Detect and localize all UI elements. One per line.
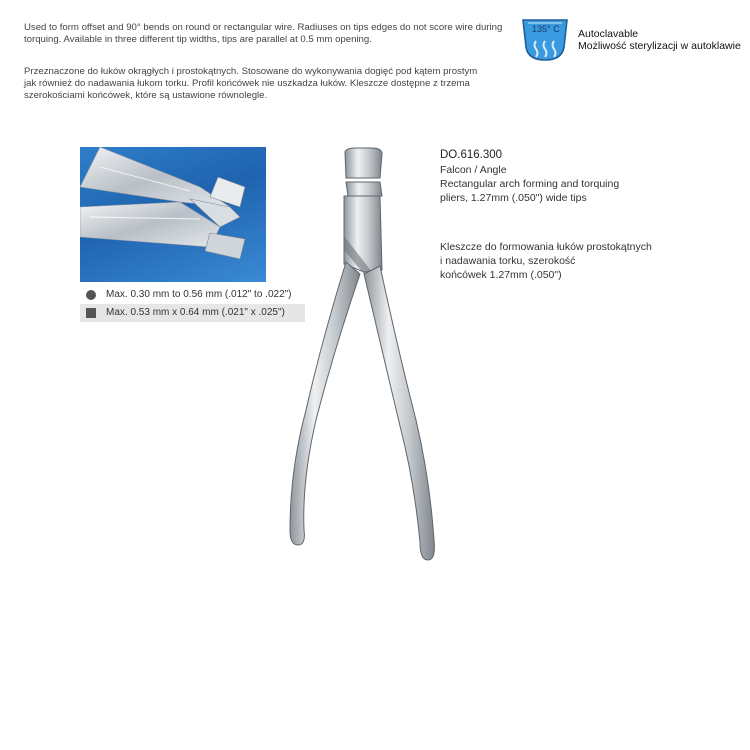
product-code: DO.616.300 [440,149,503,161]
product-name-en-line: Rectangular arch forming and torquing [440,178,620,190]
description-pl-line: jak również do nadawania łukom torku. Profil końcówek nie uszkadza łuków. Kleszcze dostępne z trzema [24,78,470,89]
product-name-en-line: pliers, 1.27mm (.050") wide tips [440,192,587,204]
pliers-image [260,140,460,580]
product-description-pl [440,240,740,282]
product-name-pl-line: Kleszcze do formowania łuków prostokątnych [440,241,652,253]
description-en-line: Used to form offset and 90° bends on round or rectangular wire. Radiuses on tips edges do not score wire during [24,22,503,33]
autoclave-badge [520,17,745,67]
product-name-pl-line: końcówek 1.27mm (.050") [440,269,562,281]
product-description [440,148,740,205]
product-brand: Falcon / Angle [440,164,507,176]
tip-closeup-illustration [80,147,266,282]
square-marker-icon [86,308,96,318]
circle-marker-icon [86,290,96,300]
tip-closeup-image [80,147,266,282]
description-en [24,22,503,46]
autoclave-temperature: 135° C [532,24,560,34]
spec-text: Max. 0.53 mm x 0.64 mm (.021" x .025") [106,307,285,318]
spec-text: Max. 0.30 mm to 0.56 mm (.012" to .022") [106,289,292,300]
description-pl-line: Przeznaczone do łuków okrągłych i prostokątnych. Stosowane do wykonywania dogięć pod kątem prostym [24,66,478,77]
autoclave-label: Autoclavable [578,28,639,40]
description-pl-line: szerokościami końcówek, które są ustawione równolegle. [24,90,268,101]
description-en-line: torquing. Available in three different tip widths, tips are parallel at 0.5 mm opening. [24,34,372,45]
autoclave-label-pl: Możliwość sterylizacji w autoklawie [578,40,741,52]
product-name-pl-line: i nadawania torku, szerokość [440,255,576,267]
description-pl [24,66,494,102]
